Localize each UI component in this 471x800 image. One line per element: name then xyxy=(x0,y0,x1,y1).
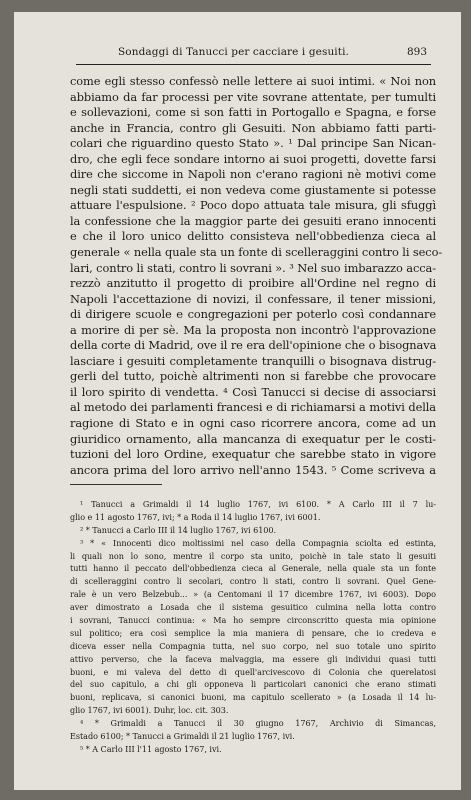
footnote-line: diceva esser nella Compagnia tutta, nel suo corpo, nel suo totale uno spirito xyxy=(70,640,436,651)
footnote-line: ³ * « Innocenti dico moltissimi nel caso della Compagnia sciolta ed estinta, xyxy=(80,537,436,548)
body-line: dire che siccome in Napoli non c'erano ragioni nè motivi come xyxy=(70,167,436,182)
body-line: della corte di Madrid, ove il re era dell'opinione che o bisognava xyxy=(70,338,437,353)
footnote-line: glio e 11 agosto 1767, ivi; * a Roda il 14 luglio 1767, ivi 6001. xyxy=(70,511,321,522)
footnote-line: ² * Tanucci a Carlo III il 14 luglio 1767, ivi 6100. xyxy=(80,524,277,535)
footnote-line: attivo perverso, che la faceva malvaggia, ma essere gli individui quasi tutti xyxy=(70,653,436,664)
body-line: di dirigere scuole e congregazioni per poterlo così condannare xyxy=(70,307,436,322)
footnote-line: rale è un vero Belzebub... » (a Centomani il 17 dicembre 1767, ivi 6003). Dopo xyxy=(70,589,436,600)
running-header xyxy=(76,46,427,62)
body-text xyxy=(70,74,443,478)
body-line: generale « nella quale sta un fonte di scelleraggini contro li seco- xyxy=(70,245,443,260)
body-line: ancora prima del loro arrivo nell'anno 1543. ⁵ Come scriveva a xyxy=(70,462,436,477)
footnote-line: di scelleraggini contro li secolari, contro li stati, contro li sovrani. Quel Gene- xyxy=(70,576,436,587)
body-line: Napoli l'accettazione di novizi, il confessare, il tener missioni, xyxy=(70,291,436,306)
footnotes xyxy=(70,498,436,756)
body-line: gerli del tutto, poichè altrimenti non si farebbe che provocare xyxy=(70,369,436,384)
footnote-line: ⁵ * A Carlo III l'11 agosto 1767, ivi. xyxy=(80,743,222,754)
footnote-line: li quali non lo sono, mentre il corpo sta unito, poichè in tale stato li gesuiti xyxy=(70,550,436,561)
body-line: attuare l'espulsione. ² Poco dopo attuata tale misura, gli sfuggì xyxy=(70,198,436,213)
footnote-line: tutti hanno il peccato dell'obbedienza cieca al Generale, nella quale sta un fonte xyxy=(70,563,436,574)
footnote-line: Estado 6100; * Tanucci a Grimaldi il 21 luglio 1767, ivi. xyxy=(70,731,295,742)
body-line: giuridico ornamento, alla mancanza di exequatur per le costi- xyxy=(70,431,436,446)
footnote-line: glio 1767, ivi 6001). Duhr, loc. cit. 303. xyxy=(70,705,229,716)
footnote-line: i sovrani, Tanucci continua: « Ma ho sempre circonscritto questa mia opinione xyxy=(70,615,436,626)
footnote-line: ⁴ * Grimaldi a Tanucci il 30 giugno 1767, Archivio di Simancas, xyxy=(80,718,436,729)
footnote-line: buoni, replicava, si canonici buoni, ma capitulo scellerato » (a Losada il 14 lu- xyxy=(70,692,436,703)
body-line: la confessione che la maggior parte dei gesuiti erano innocenti xyxy=(70,213,436,228)
body-line: come egli stesso confessò nelle lettere ai suoi intimi. « Noi non xyxy=(70,74,436,88)
book-page xyxy=(14,12,461,790)
body-line: anche in Francia, contro gli Gesuiti. Non abbiamo fatti parti- xyxy=(70,120,436,135)
body-line: tuzioni del loro Ordine, exequatur che sarebbe stato in vigore xyxy=(70,447,436,462)
footnote-line: ¹ Tanucci a Grimaldi il 14 luglio 1767, ivi 6100. * A Carlo III il 7 lu- xyxy=(80,499,436,509)
body-line: rezzò anzitutto il progetto di proibire all'Ordine nel regno di xyxy=(70,276,436,291)
body-line: al metodo dei parlamenti francesi e di richiamarsi a motivi della xyxy=(70,400,436,415)
body-line: lari, contro li stati, contro li sovrani ». ³ Nel suo imbarazzo acca- xyxy=(70,260,436,275)
footnote-line: sul politico; era così semplice la mia maniera di pensare, che io credeva e xyxy=(70,627,436,638)
running-title: Sondaggi di Tanucci per cacciare i gesuiti. xyxy=(118,46,349,58)
body-line: colari che riguardino questo Stato ». ¹ Dal principe San Nican- xyxy=(70,136,436,151)
footnote-line: del suo capitulo, a chi gli opponeva li particolari canonici che erano stimati xyxy=(70,679,436,690)
body-line: e sollevazioni, come si son fatti in Portogallo e Spagna, e forse xyxy=(70,105,436,120)
body-line: e che il loro unico delitto consisteva nell'obbedienza cieca al xyxy=(70,229,436,244)
body-line: ragione di Stato e in ogni caso ricorrere ancora, come ad un xyxy=(70,416,436,431)
body-line: il loro spirito di vendetta. ⁴ Così Tanucci si decise di associarsi xyxy=(70,384,436,399)
body-line: negli stati suddetti, ei non vedeva come giustamente si potesse xyxy=(70,182,436,197)
header-rule xyxy=(76,64,431,65)
body-line: lasciare i gesuiti completamente tranquilli o bisognava distrug- xyxy=(70,353,436,368)
footnote-separator xyxy=(70,484,162,485)
footnote-line: buoni, e mi valeva del detto di quell'arcivescovo di Colonia che querelatosi xyxy=(70,666,436,677)
body-line: abbiamo da far processi per vite sovrane attentate, per tumulti xyxy=(70,89,436,104)
footnote-line: aver dimostrato a Losada che il sistema gesuitico culmina nella lotta contro xyxy=(70,602,436,613)
body-line: a morire di per sè. Ma la proposta non incontrò l'approvazione xyxy=(70,322,436,337)
body-line: dro, che egli fece sondare intorno ai suoi progetti, dovette farsi xyxy=(70,151,436,166)
page-number: 893 xyxy=(406,46,427,58)
